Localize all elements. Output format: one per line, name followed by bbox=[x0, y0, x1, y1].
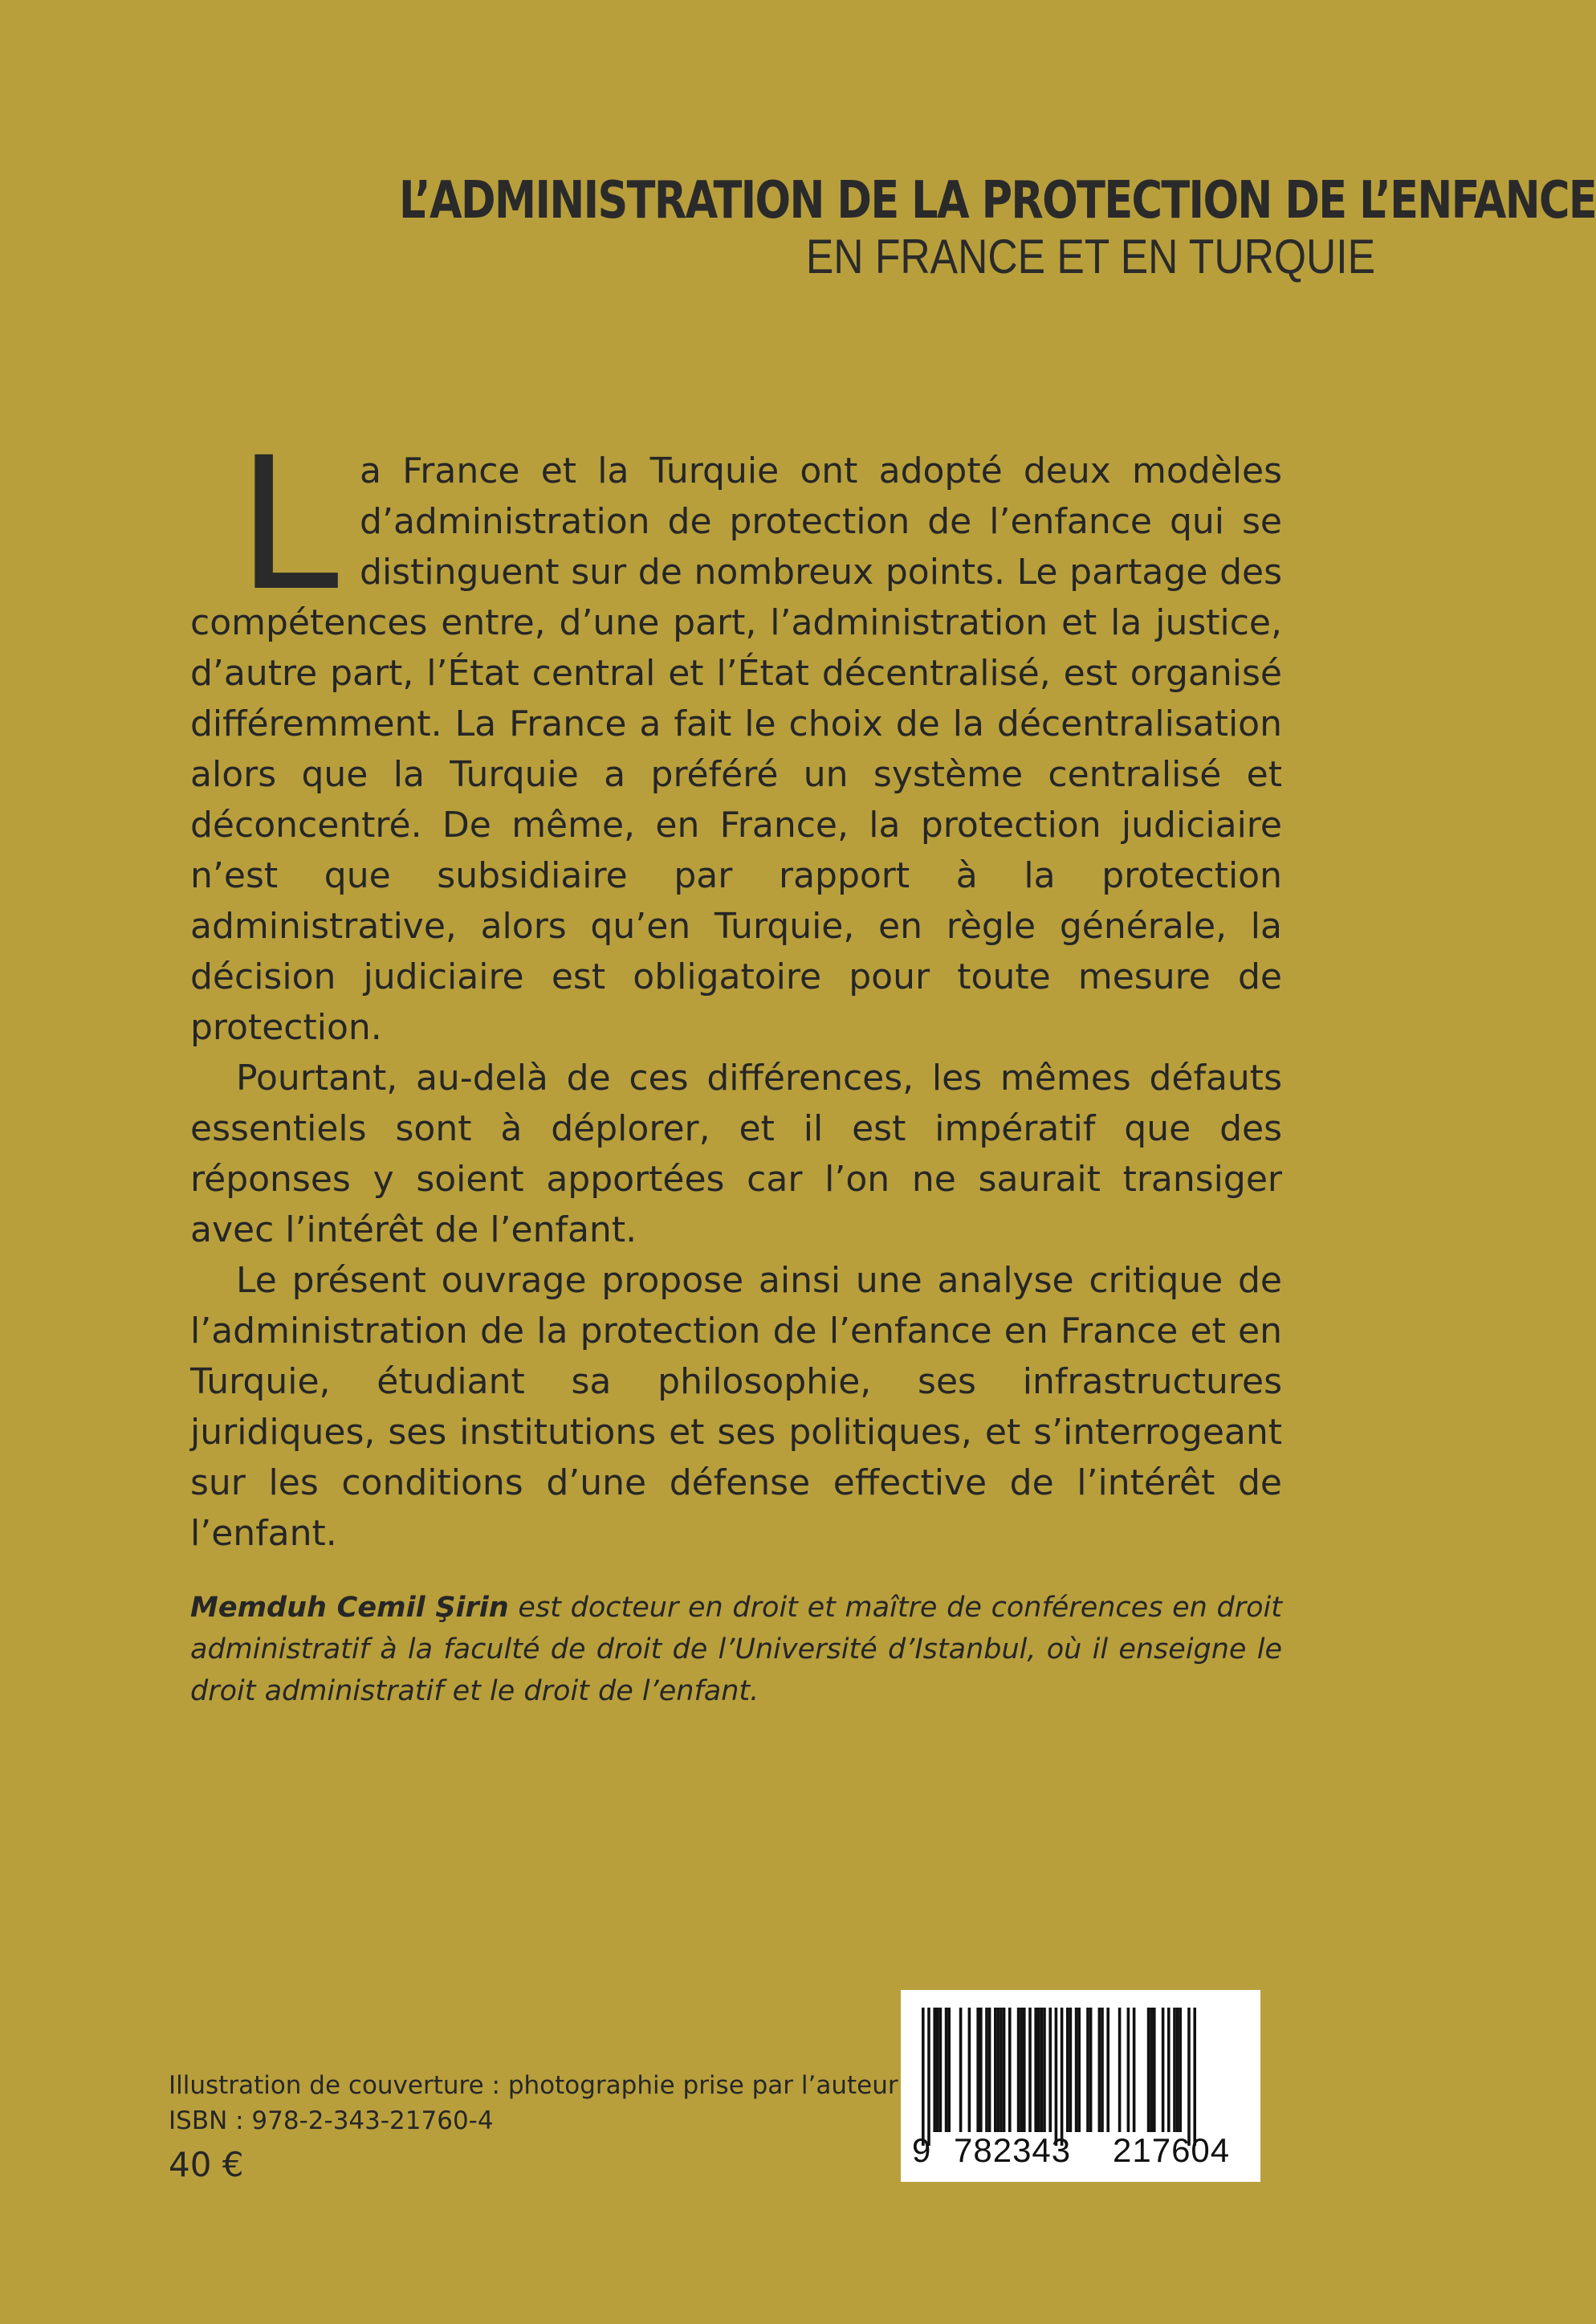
barcode-bar bbox=[1150, 2008, 1153, 2132]
barcode-bar bbox=[994, 2008, 997, 2132]
blurb-paragraph-1-text: a France et la Turquie ont adopté deux modèles d’administration de protection de l’enfance qui se distinguent sur de nombreux points. Le partage des compétences entre, d’une part, l’administration et la justice, d’autre part, l’État central et l’État décentralisé, est organisé différemment. La France a fait le choix de la décentralisation alors que la Turquie a préféré un système centralisé et déconcentré. De même, en France, la protection judiciaire n’est que subsidiaire par rapport à la protection administrative, alors qu’en Turquie, en règle générale, la décision judiciaire est obligatoire pour toute mesure de protection. bbox=[190, 451, 1282, 1048]
blurb bbox=[190, 418, 1282, 1559]
barcode-bar bbox=[985, 2008, 988, 2132]
barcode-bar bbox=[1037, 2008, 1040, 2132]
barcode-bar bbox=[1118, 2008, 1122, 2132]
barcode-bar bbox=[1127, 2008, 1130, 2132]
author-name: Memduh Cemil Şirin bbox=[190, 1592, 509, 1624]
barcode-digits bbox=[912, 2131, 1249, 2324]
barcode-bar bbox=[1101, 2008, 1104, 2132]
barcode-bar bbox=[997, 2008, 1000, 2132]
barcode-bar bbox=[1023, 2008, 1026, 2132]
barcode-bar bbox=[1008, 2008, 1012, 2132]
barcode-bar bbox=[1167, 2008, 1171, 2132]
barcode-digit-first: 9 bbox=[912, 2131, 932, 2169]
barcode-digits-left: 782343 bbox=[954, 2131, 1072, 2169]
barcode-bar bbox=[968, 2008, 971, 2132]
barcode-bar bbox=[1077, 2008, 1081, 2132]
barcode-bar bbox=[1098, 2008, 1101, 2132]
barcode-bar bbox=[988, 2008, 991, 2132]
barcode-bar bbox=[1193, 2008, 1196, 2146]
barcode-bar bbox=[1055, 2008, 1058, 2146]
illustration-credit: Illustration de couverture : photographie prise par l’auteur bbox=[169, 2071, 898, 2100]
barcode-bar bbox=[927, 2008, 930, 2146]
blurb-paragraph-1 bbox=[190, 418, 1282, 1053]
barcode bbox=[901, 1990, 1260, 2182]
barcode-bar bbox=[1043, 2008, 1046, 2132]
barcode-bar bbox=[922, 2008, 925, 2146]
barcode-digits-right: 217604 bbox=[1113, 2131, 1231, 2169]
title-block bbox=[185, 171, 1596, 284]
barcode-bar bbox=[1017, 2008, 1020, 2132]
barcode-bar bbox=[1034, 2008, 1037, 2132]
barcode-bar bbox=[1028, 2008, 1032, 2132]
barcode-bar bbox=[1000, 2008, 1003, 2132]
barcode-bar bbox=[1106, 2008, 1109, 2132]
barcode-bar bbox=[936, 2008, 939, 2132]
barcode-bar bbox=[1020, 2008, 1023, 2132]
barcode-bar bbox=[1187, 2008, 1191, 2146]
barcode-bar bbox=[1179, 2008, 1182, 2132]
barcode-bar bbox=[1048, 2008, 1052, 2132]
isbn: ISBN : 978-2-343-21760-4 bbox=[169, 2106, 494, 2135]
barcode-bar bbox=[976, 2008, 979, 2132]
barcode-bar bbox=[1089, 2008, 1093, 2132]
barcode-bar bbox=[1153, 2008, 1156, 2132]
book-subtitle: EN FRANCE ET EN TURQUIE bbox=[805, 230, 1375, 284]
barcode-bar bbox=[1162, 2008, 1165, 2132]
barcode-bar bbox=[959, 2008, 963, 2132]
price: 40 € bbox=[169, 2145, 244, 2184]
barcode-bar bbox=[1075, 2008, 1078, 2132]
barcode-bar bbox=[1003, 2008, 1006, 2132]
barcode-bar bbox=[1069, 2008, 1073, 2132]
barcode-bar bbox=[1176, 2008, 1179, 2132]
blurb-paragraph-2: Pourtant, au-delà de ces différences, les mêmes défauts essentiels sont à déplorer, et il est impératif que des réponses y soient apportées car l’on ne saurait transiger avec l’intérêt de l’enfant. bbox=[190, 1058, 1282, 1250]
barcode-bar bbox=[933, 2008, 936, 2132]
barcode-bar bbox=[1040, 2008, 1044, 2132]
barcode-bar bbox=[947, 2008, 951, 2132]
barcode-bar bbox=[1066, 2008, 1069, 2132]
barcode-bar bbox=[939, 2008, 943, 2132]
barcode-bar bbox=[945, 2008, 948, 2132]
book-title: L’ADMINISTRATION DE LA PROTECTION DE L’ENFANCE bbox=[398, 171, 1596, 230]
barcode-bar bbox=[1061, 2008, 1064, 2146]
barcode-bar bbox=[1086, 2008, 1089, 2132]
barcode-bar bbox=[1147, 2008, 1150, 2132]
barcode-bar bbox=[1133, 2008, 1136, 2132]
drop-cap: L bbox=[237, 418, 340, 631]
author-bio bbox=[190, 1587, 1282, 1712]
credits bbox=[169, 2068, 898, 2188]
blurb-paragraph-3: Le présent ouvrage propose ainsi une analyse critique de l’administration de la protection de l’enfance en France et en Turquie, étudiant sa philosophie, ses infrastructures juridiques, ses institutions et ses politiques, et s’interrogeant sur les conditions d’une défense effective de l’intérêt de l’enfant. bbox=[190, 1260, 1282, 1554]
barcode-bar bbox=[979, 2008, 983, 2132]
author-bio-text: est docteur en droit et maître de conférences en droit administratif à la faculté de droit de l’Université d’Istanbul, où il enseigne le droit administratif et le droit de l’enfant. bbox=[190, 1592, 1283, 1707]
barcode-bar bbox=[1173, 2008, 1176, 2132]
